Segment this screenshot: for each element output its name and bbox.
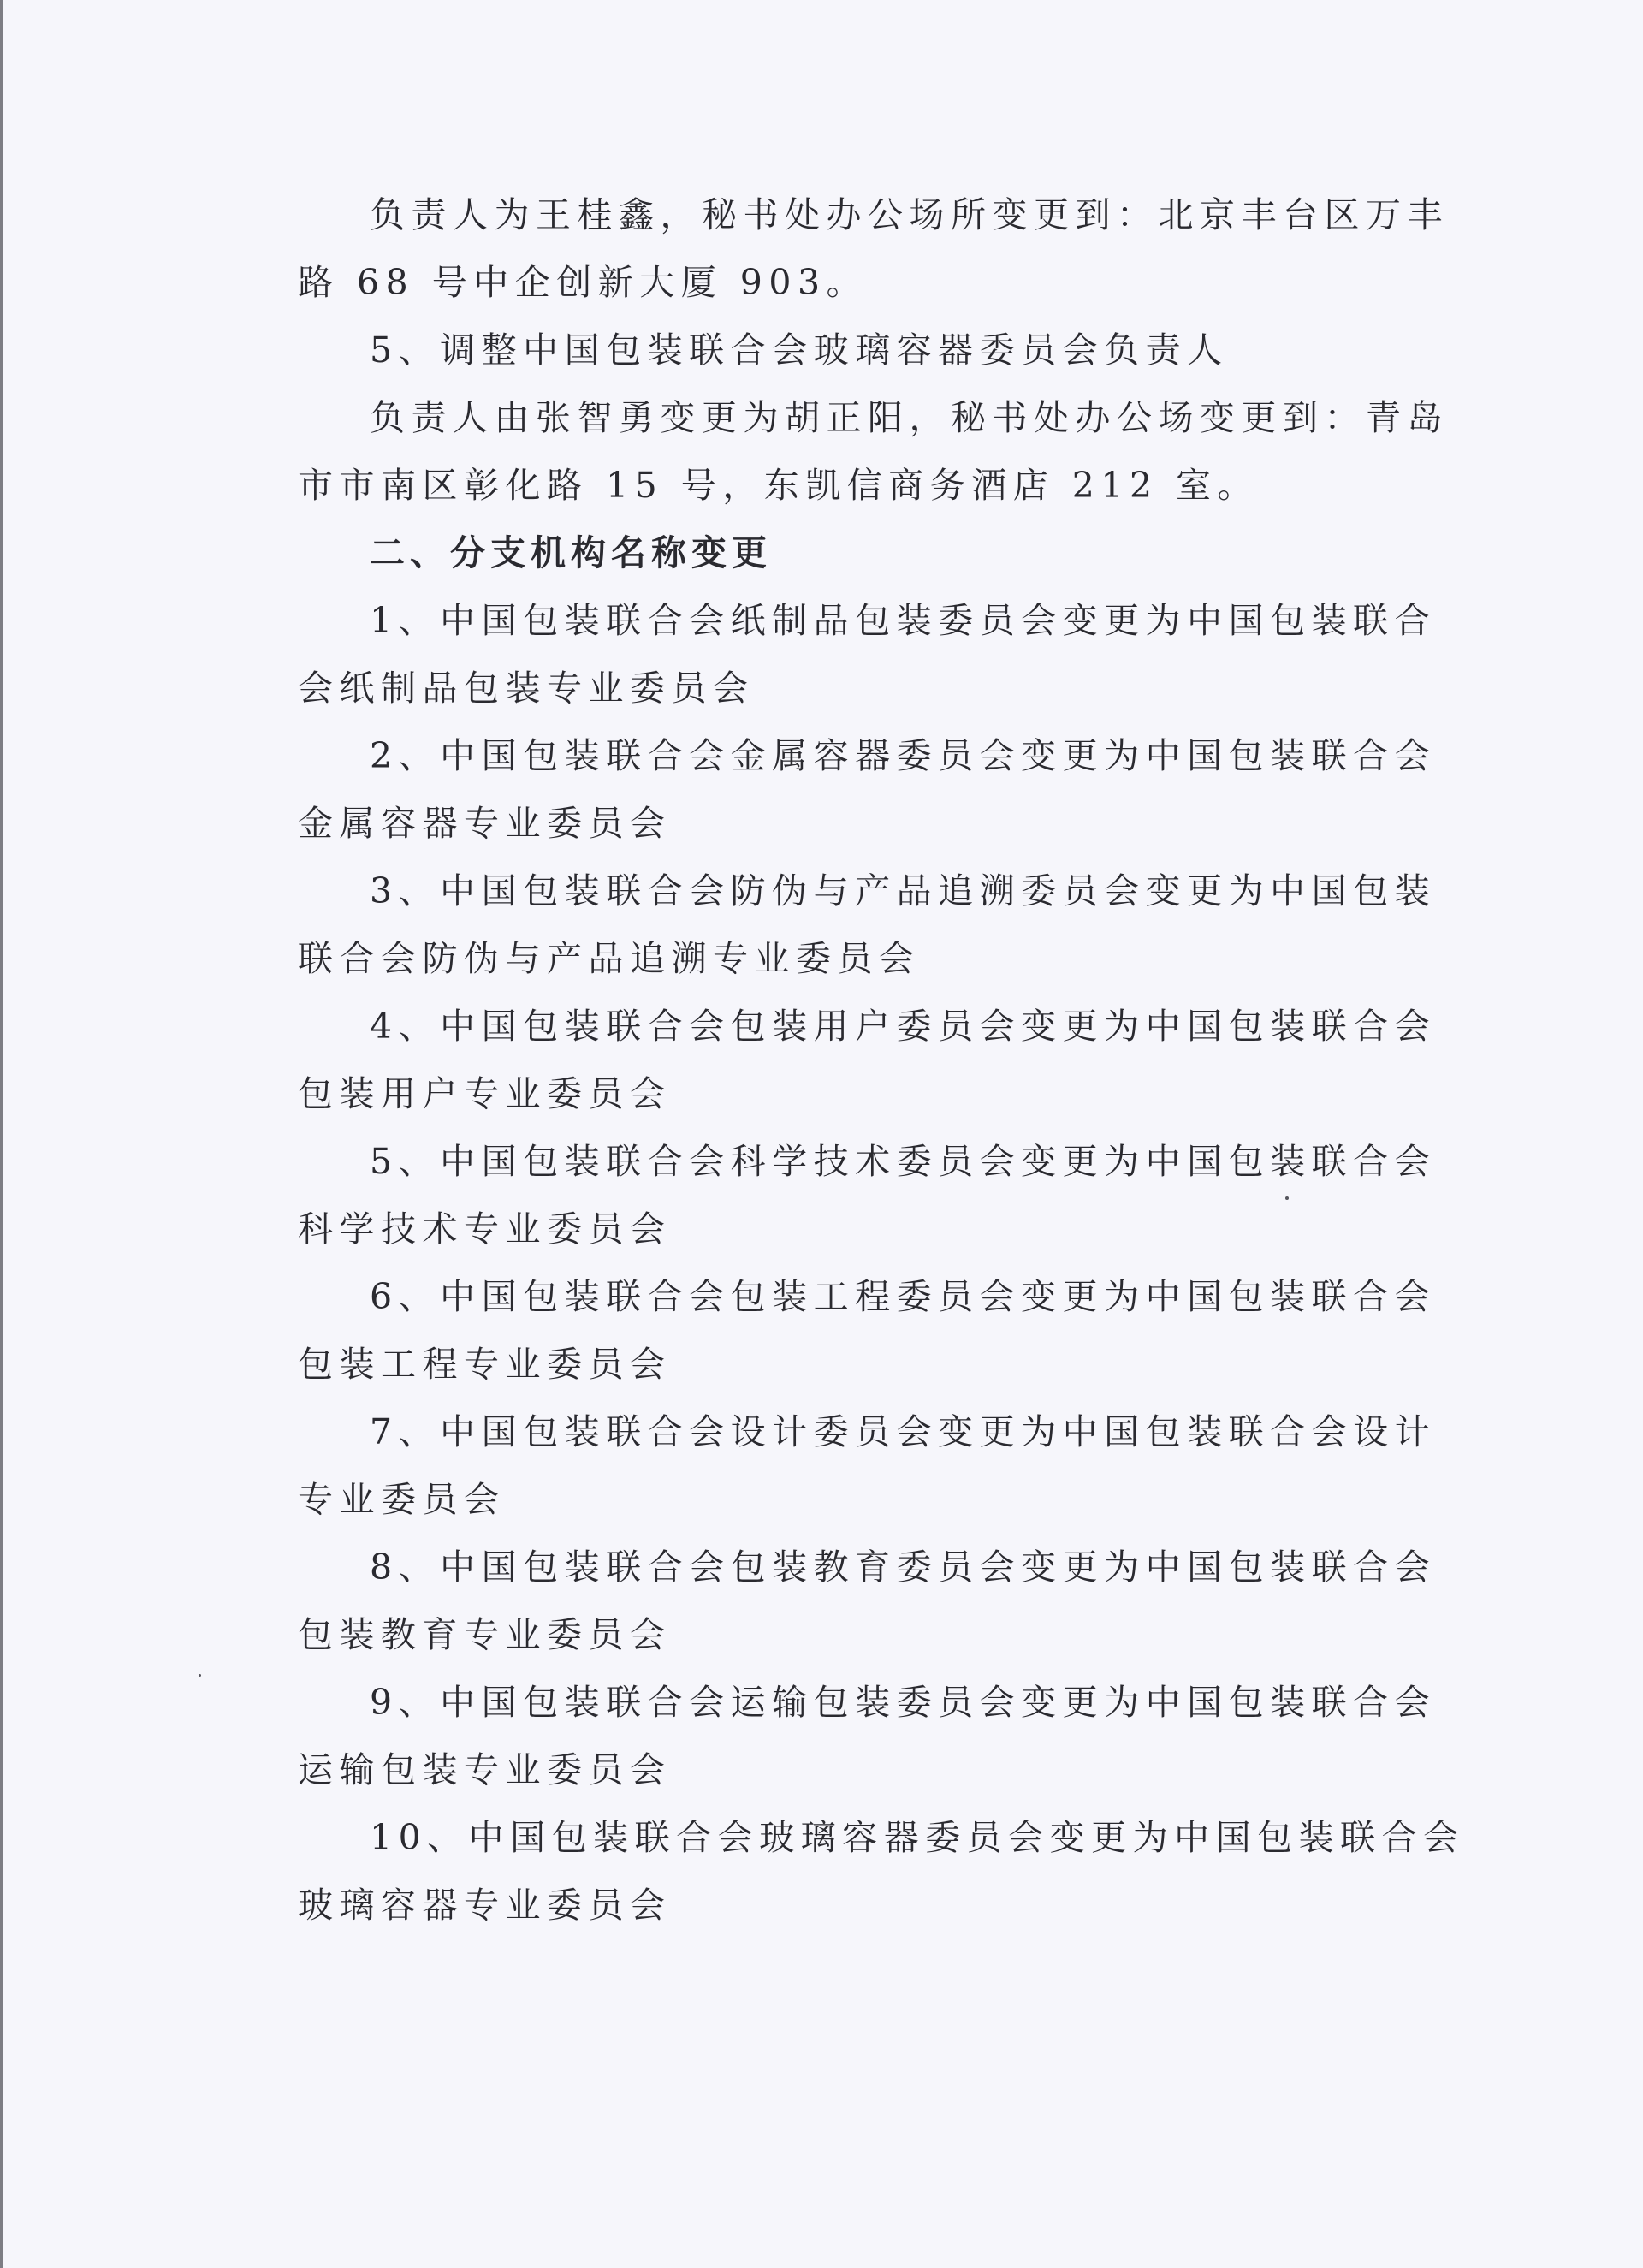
list-item-continuation: 金属容器专业委员会 [298,803,672,844]
list-item-continuation: 包装用户专业委员会 [298,1073,672,1114]
paragraph-line: 负责人由张智勇变更为胡正阳，秘书处办公场变更到：青岛 [370,397,1449,438]
list-item: 9、中国包装联合会运输包装委员会变更为中国包装联合会 [370,1682,1437,1723]
paragraph-line: 路 68 号中企创新大厦 903。 [298,262,869,303]
paragraph-line: 市市南区彰化路 15 号，东凯信商务酒店 212 室。 [298,465,1260,506]
list-item: 8、中国包装联合会包装教育委员会变更为中国包装联合会 [370,1547,1437,1588]
list-item-continuation: 包装教育专业委员会 [298,1614,672,1655]
list-item: 4、中国包装联合会包装用户委员会变更为中国包装联合会 [370,1006,1437,1047]
list-item: 10、中国包装联合会玻璃容器委员会变更为中国包装联合会 [370,1817,1465,1858]
list-item: 1、中国包装联合会纸制品包装委员会变更为中国包装联合 [370,600,1437,641]
list-item: 2、中国包装联合会金属容器委员会变更为中国包装联合会 [370,735,1437,776]
list-item-continuation: 专业委员会 [298,1479,506,1520]
page-left-edge [0,0,3,2268]
scan-speck [1285,1196,1289,1200]
list-item-continuation: 运输包装专业委员会 [298,1749,672,1790]
list-item-continuation: 玻璃容器专业委员会 [298,1885,672,1926]
list-item: 3、中国包装联合会防伪与产品追溯委员会变更为中国包装 [370,870,1437,911]
document-body [298,181,1465,1939]
list-item-continuation: 会纸制品包装专业委员会 [298,668,755,709]
paragraph-line: 负责人为王桂鑫，秘书处办公场所变更到：北京丰台区万丰 [370,194,1449,235]
list-item-continuation: 联合会防伪与产品追溯专业委员会 [298,938,921,979]
list-item-continuation: 包装工程专业委员会 [298,1344,672,1385]
list-item-heading: 5、调整中国包装联合会玻璃容器委员会负责人 [370,330,1229,371]
section-heading: 二、分支机构名称变更 [370,532,772,573]
scan-speck [199,1674,201,1677]
list-item: 5、中国包装联合会科学技术委员会变更为中国包装联合会 [370,1141,1437,1182]
list-item: 6、中国包装联合会包装工程委员会变更为中国包装联合会 [370,1276,1437,1317]
list-item: 7、中国包装联合会设计委员会变更为中国包装联合会设计 [370,1411,1437,1452]
list-item-continuation: 科学技术专业委员会 [298,1208,672,1250]
